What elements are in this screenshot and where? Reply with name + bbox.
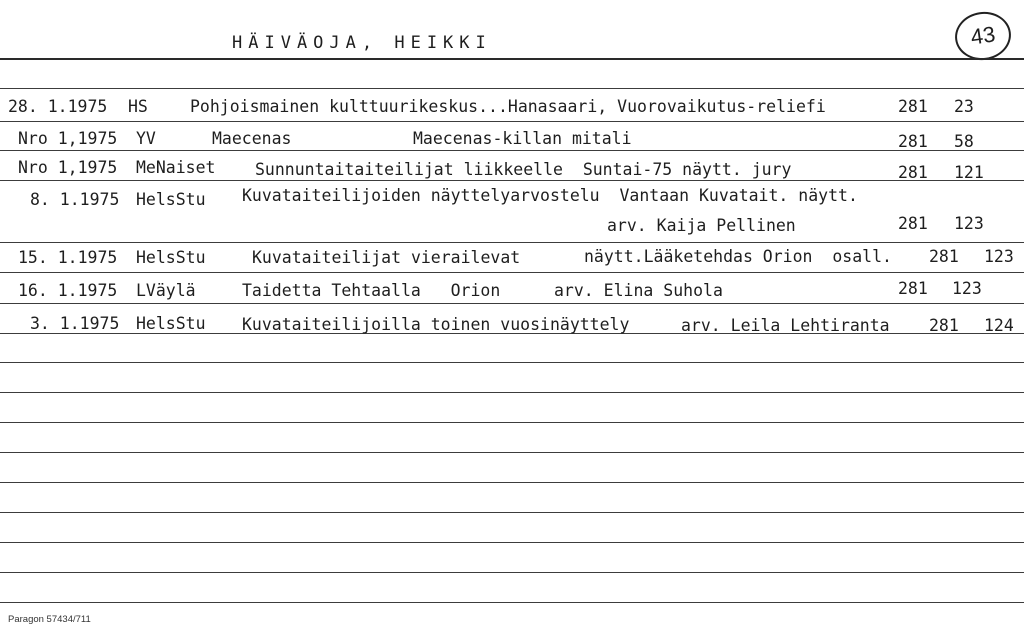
entry-ref-1: 281 xyxy=(898,132,928,151)
entry-date: 8. 1.1975 xyxy=(30,190,120,209)
entry-text: näytt.Lääketehdas Orion osall. xyxy=(584,247,892,266)
entry-source: HelsStu xyxy=(136,248,206,267)
print-code: Paragon 57434/711 xyxy=(8,614,91,625)
entry-text: Kuvataiteilijat vierailevat xyxy=(252,248,521,267)
card-title: HÄIVÄOJA, HEIKKI xyxy=(232,33,492,53)
entry-source: HelsStu xyxy=(136,190,206,209)
entry-ref-1: 281 xyxy=(898,97,928,116)
entry-source: YV xyxy=(136,129,156,148)
ruled-line xyxy=(0,602,1024,603)
ruled-line xyxy=(0,392,1024,393)
entry-ref-2: 123 xyxy=(952,279,982,298)
ruled-line xyxy=(0,242,1024,243)
entry-date: Nro 1,1975 xyxy=(18,129,118,148)
entry-source: LVäylä xyxy=(136,281,196,300)
ruled-line xyxy=(0,422,1024,423)
entry-text: Sunnuntaitaiteilijat liikkeelle Suntai-75 näytt. jury xyxy=(255,160,792,179)
ruled-line xyxy=(0,542,1024,543)
ruled-line xyxy=(0,482,1024,483)
ruled-line xyxy=(0,452,1024,453)
entry-source: HelsStu xyxy=(136,314,206,333)
ruled-line xyxy=(0,180,1024,181)
ruled-line xyxy=(0,303,1024,304)
entry-ref-2: 124 xyxy=(984,316,1014,335)
entry-ref-1: 281 xyxy=(898,163,928,182)
entry-date: Nro 1,1975 xyxy=(18,158,118,177)
entry-text: Kuvataiteilijoilla toinen vuosinäyttely xyxy=(242,315,630,334)
entry-date: 16. 1.1975 xyxy=(18,281,118,300)
header-rule xyxy=(0,58,1024,60)
ruled-line xyxy=(0,572,1024,573)
entry-ref-2: 123 xyxy=(984,247,1014,266)
entry-ref-1: 281 xyxy=(929,316,959,335)
entry-text: Maecenas xyxy=(212,129,292,148)
entry-ref-1: 281 xyxy=(898,279,928,298)
entry-text: Pohjoismainen kulttuurikeskus...Hanasaari, Vuorovaikutus-reliefi xyxy=(190,97,826,116)
entry-date: 15. 1.1975 xyxy=(18,248,118,267)
entry-reviewer: arv. Leila Lehtiranta xyxy=(681,316,890,335)
entry-text: Taidetta Tehtaalla Orion xyxy=(242,281,501,300)
entry-reviewer: arv. Kaija Pellinen xyxy=(607,216,796,235)
ruled-line xyxy=(0,362,1024,363)
entry-text: Kuvataiteilijoiden näyttelyarvostelu Vantaan Kuvatait. näytt. xyxy=(242,186,858,205)
entry-ref-2: 121 xyxy=(954,163,984,182)
entry-source: HS xyxy=(128,97,148,116)
ruled-line xyxy=(0,512,1024,513)
entry-ref-2: 58 xyxy=(954,132,974,151)
entry-date: 3. 1.1975 xyxy=(30,314,120,333)
entry-date: 28. 1.1975 xyxy=(8,97,108,116)
ruled-line xyxy=(0,272,1024,273)
entry-ref-2: 23 xyxy=(954,97,974,116)
entry-ref-1: 281 xyxy=(929,247,959,266)
entry-reviewer: arv. Elina Suhola xyxy=(554,281,723,300)
ruled-line xyxy=(0,150,1024,151)
entry-source: MeNaiset xyxy=(136,158,216,177)
entry-ref-1: 281 xyxy=(898,214,928,233)
card-number-circle: 43 xyxy=(952,8,1014,63)
ruled-line xyxy=(0,121,1024,122)
ruled-line xyxy=(0,88,1024,89)
entry-text: Maecenas-killan mitali xyxy=(413,129,632,148)
entry-ref-2: 123 xyxy=(954,214,984,233)
